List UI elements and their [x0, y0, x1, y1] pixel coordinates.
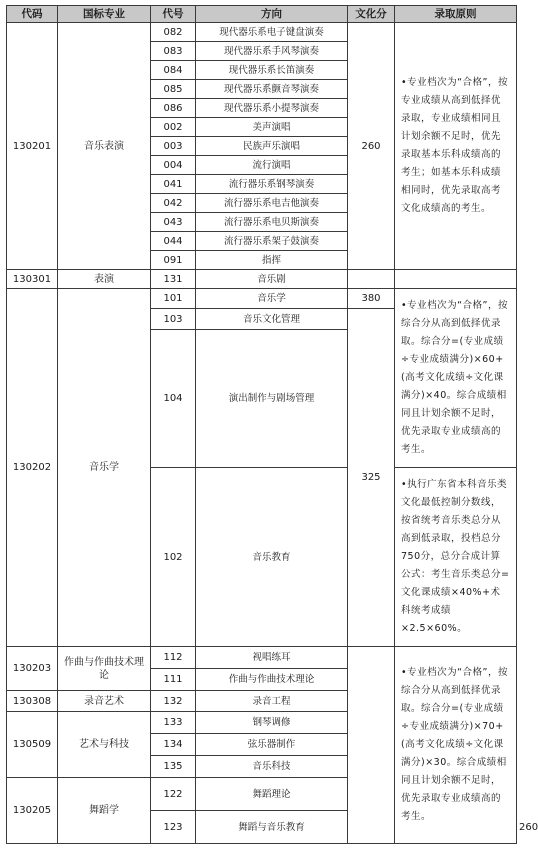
principle-cell: •专业档次为“合格”，按综合分从高到低择优录取。综合分=(专业成绩÷专业成绩满分)×60+(高考文化成绩÷文化课满分)×40。综合成绩相同且计划余额不足时，优先录取专业成绩高的考生。	[395, 289, 517, 468]
direction-cell: 民族声乐演唱	[196, 137, 348, 156]
direction-cell: 现代器乐系小提琴演奏	[196, 99, 348, 118]
num-cell: 123	[151, 811, 196, 844]
num-cell: 112	[151, 647, 196, 669]
num-cell: 103	[151, 309, 196, 330]
major-cell: 音乐表演	[58, 23, 151, 270]
direction-cell: 钢琴调修	[196, 712, 348, 734]
num-cell: 135	[151, 756, 196, 778]
direction-cell: 现代器乐系手风琴演奏	[196, 42, 348, 61]
direction-cell: 现代器乐系颤音琴演奏	[196, 80, 348, 99]
num-cell: 041	[151, 175, 196, 194]
score-cell	[348, 647, 395, 844]
score-cell: 260	[348, 23, 395, 270]
direction-cell: 音乐教育	[196, 468, 348, 647]
num-cell: 042	[151, 194, 196, 213]
direction-cell: 演出制作与剧场管理	[196, 330, 348, 468]
num-cell: 086	[151, 99, 196, 118]
direction-cell: 美声演唱	[196, 118, 348, 137]
header-principle: 录取原则	[395, 6, 517, 23]
direction-cell: 流行器乐系电吉他演奏	[196, 194, 348, 213]
num-cell: 044	[151, 232, 196, 251]
header-num: 代号	[151, 6, 196, 23]
code-cell: 130301	[7, 270, 58, 289]
direction-cell: 舞蹈与音乐教育	[196, 811, 348, 844]
direction-cell: 舞蹈理论	[196, 778, 348, 811]
num-cell: 083	[151, 42, 196, 61]
header-code: 代码	[7, 6, 58, 23]
major-cell: 作曲与作曲技术理论	[58, 647, 151, 691]
header-major: 国标专业	[58, 6, 151, 23]
direction-cell: 音乐剧	[196, 270, 348, 289]
direction-cell: 流行演唱	[196, 156, 348, 175]
direction-cell: 作曲与作曲技术理论	[196, 669, 348, 691]
code-cell: 130308	[7, 691, 58, 712]
table-row	[7, 289, 517, 309]
direction-cell: 现代器乐系长笛演奏	[196, 61, 348, 80]
header-row	[7, 6, 517, 23]
code-cell: 130205	[7, 778, 58, 844]
code-cell: 130202	[7, 289, 58, 647]
code-cell: 130201	[7, 23, 58, 270]
direction-cell: 音乐科技	[196, 756, 348, 778]
num-cell: 091	[151, 251, 196, 270]
direction-cell: 音乐学	[196, 289, 348, 309]
num-cell: 111	[151, 669, 196, 691]
num-cell: 133	[151, 712, 196, 734]
header-score: 文化分	[348, 6, 395, 23]
num-cell: 085	[151, 80, 196, 99]
direction-cell: 现代器乐系电子键盘演奏	[196, 23, 348, 42]
principle-cell: •专业档次为“合格”，按专业成绩从高到低择优录取，专业成绩相同且计划余额不足时，优先录取基本乐科成绩高的考生；如基本乐科成绩相同时，优先录取高考文化成绩高的考生。	[395, 23, 517, 270]
num-cell: 082	[151, 23, 196, 42]
num-cell: 004	[151, 156, 196, 175]
header-direction: 方向	[196, 6, 348, 23]
direction-cell: 指挥	[196, 251, 348, 270]
principle-cell: •执行广东省本科音乐类文化最低控制分数线，按省统考音乐类总分从高到低录取，投档总分750分，总分合成计算公式：考生音乐类总分=文化课成绩×40%+术科统考成绩×2.5×60%。	[395, 468, 517, 647]
score-cell: 325	[348, 309, 395, 647]
num-cell: 134	[151, 734, 196, 756]
major-cell: 艺术与科技	[58, 712, 151, 778]
direction-cell: 音乐文化管理	[196, 309, 348, 330]
num-cell: 104	[151, 330, 196, 468]
score-cell	[348, 270, 395, 289]
num-cell: 002	[151, 118, 196, 137]
table-row	[7, 647, 517, 669]
num-cell: 003	[151, 137, 196, 156]
direction-cell: 流行器乐系钢琴演奏	[196, 175, 348, 194]
score-cell: 380	[348, 289, 395, 309]
code-cell: 130509	[7, 712, 58, 778]
direction-cell: 弦乐器制作	[196, 734, 348, 756]
direction-cell: 录音工程	[196, 691, 348, 712]
principle-cell	[395, 270, 517, 289]
direction-cell: 视唱练耳	[196, 647, 348, 669]
table-row: 123 舞蹈与音乐教育 260	[7, 811, 517, 844]
admission-table	[6, 5, 538, 844]
num-cell: 122	[151, 778, 196, 811]
table-row	[7, 23, 517, 42]
major-cell: 音乐学	[58, 289, 151, 647]
table-row	[7, 270, 517, 289]
major-cell: 录音艺术	[58, 691, 151, 712]
num-cell: 131	[151, 270, 196, 289]
num-cell: 084	[151, 61, 196, 80]
num-cell: 101	[151, 289, 196, 309]
principle-cell: •专业档次为“合格”，按综合分从高到低择优录取。综合分=(专业成绩÷专业成绩满分)×70+(高考文化成绩÷文化课满分)×30。综合成绩相同且计划余额不足时，优先录取专业成绩高的考生。	[395, 647, 517, 844]
major-cell: 舞蹈学	[58, 778, 151, 844]
major-cell: 表演	[58, 270, 151, 289]
direction-cell: 流行器乐系架子鼓演奏	[196, 232, 348, 251]
code-cell: 130203	[7, 647, 58, 691]
num-cell: 102	[151, 468, 196, 647]
num-cell: 132	[151, 691, 196, 712]
num-cell: 043	[151, 213, 196, 232]
admission-table-sheet	[6, 5, 538, 856]
direction-cell: 流行器乐系电贝斯演奏	[196, 213, 348, 232]
